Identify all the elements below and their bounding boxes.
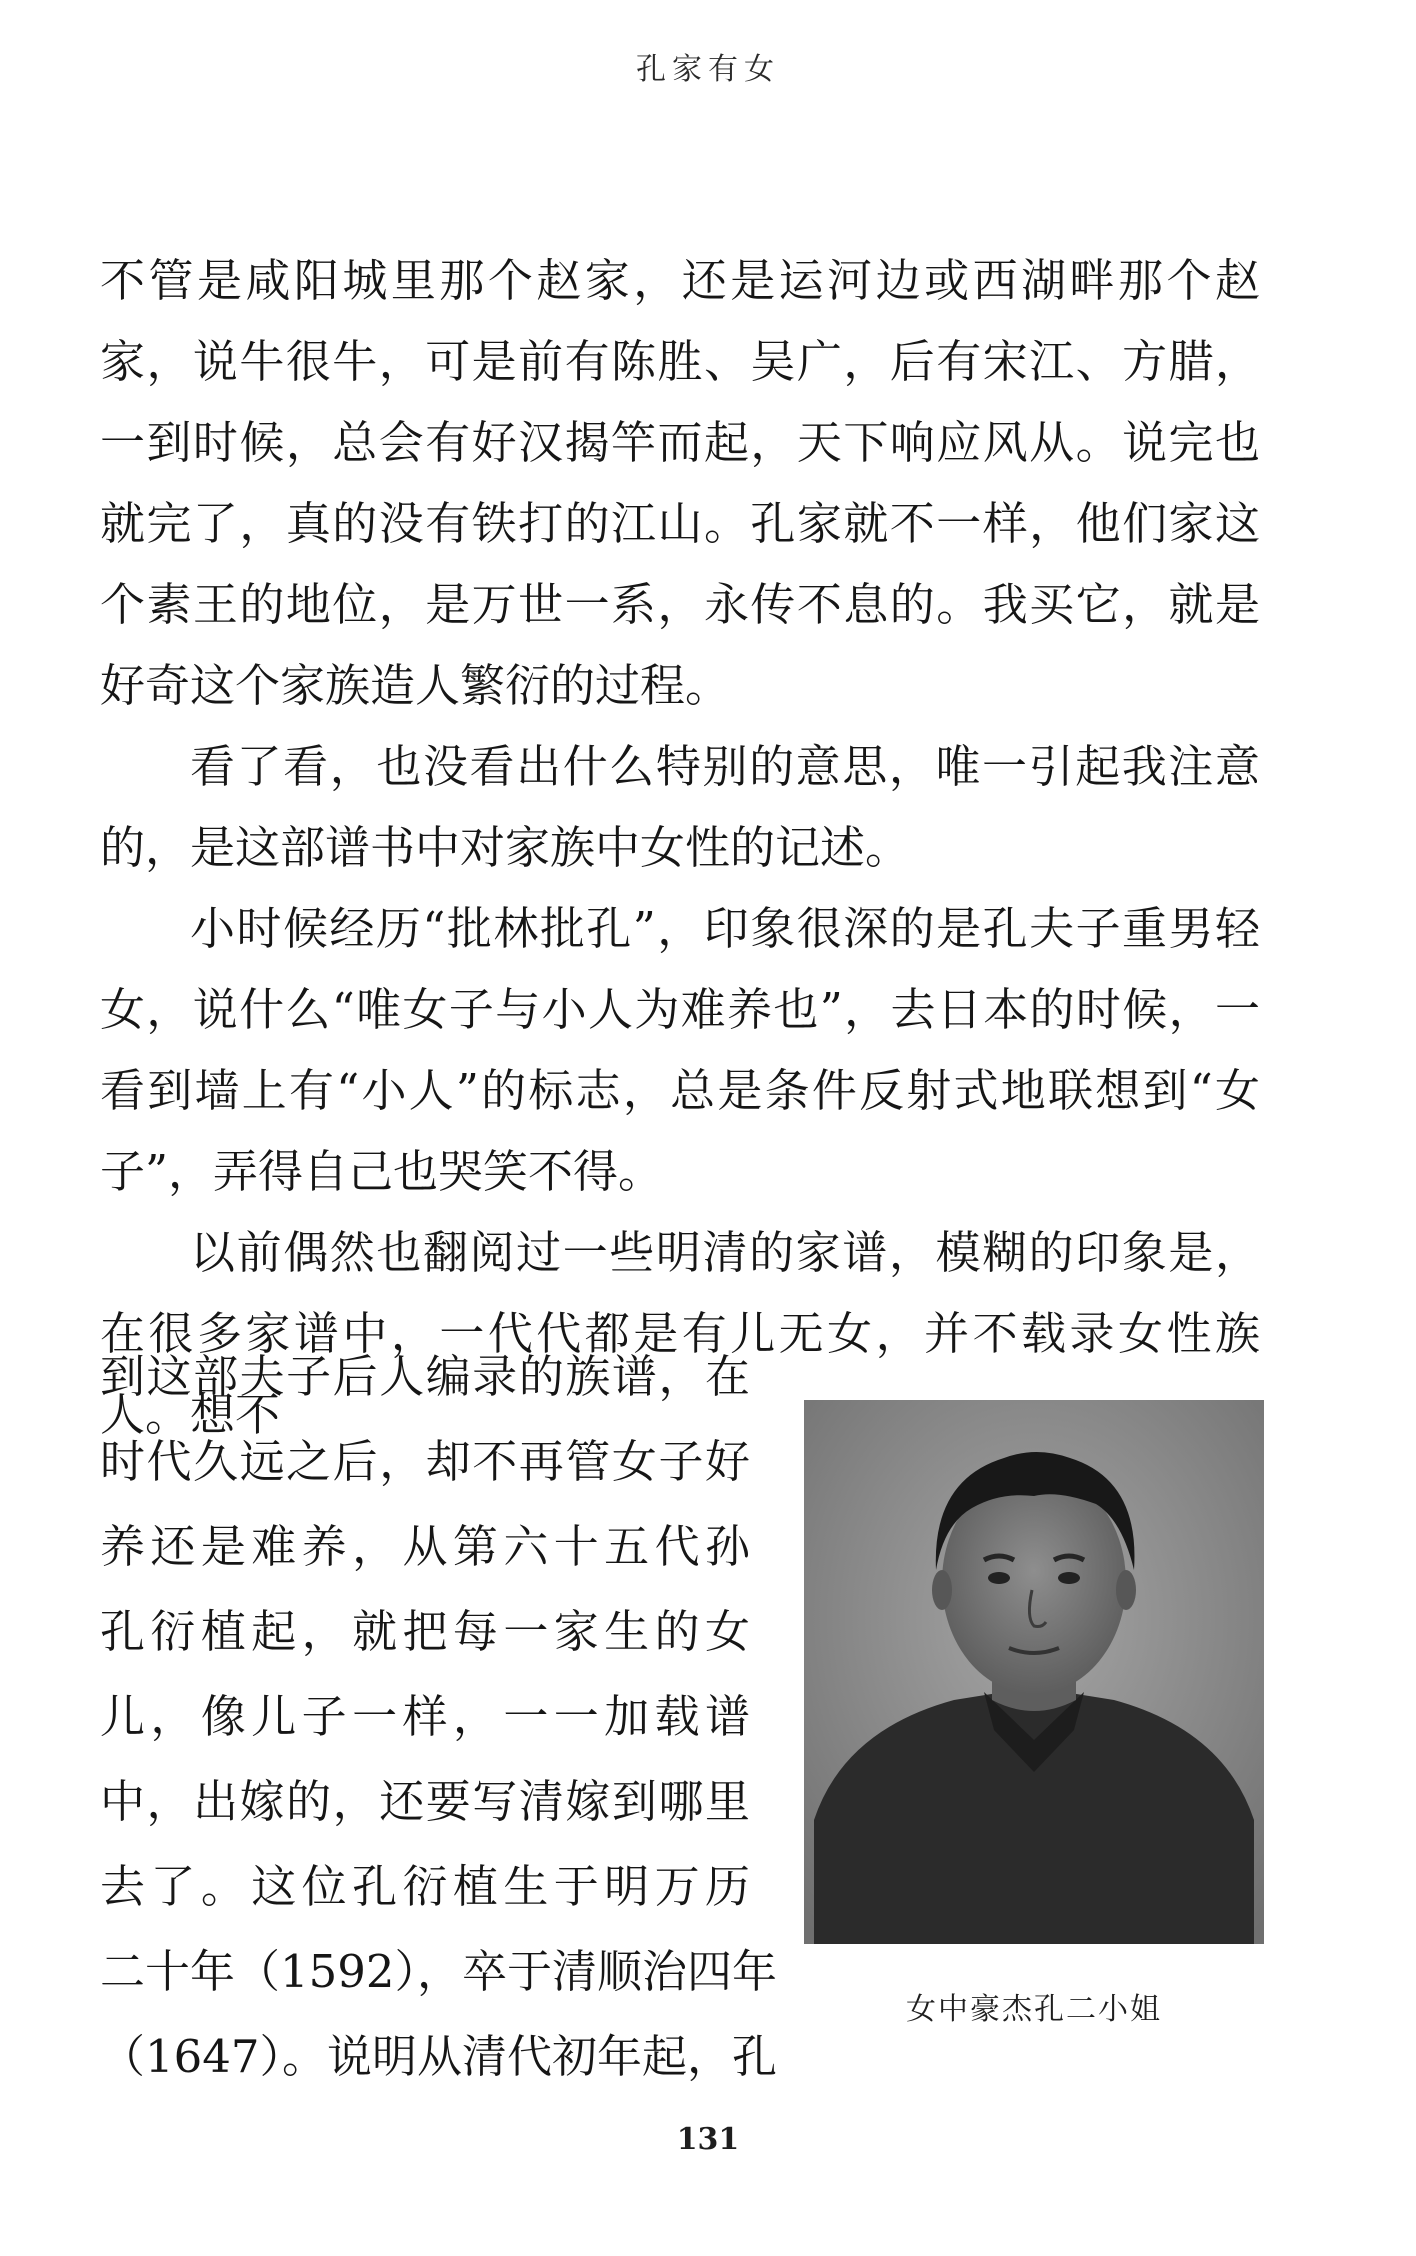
paragraph: 看了看，也没看出什么特别的意思，唯一引起我注意的，是这部谱书中对家族中女性的记述。 bbox=[100, 740, 1260, 874]
text-line: 时代久远之后，却不再管女子好 bbox=[100, 1435, 750, 1488]
text-line: 去了。这位孔衍植生于明万历 bbox=[100, 1860, 750, 1913]
text-line: 中，出嫁的，还要写清嫁到哪里 bbox=[100, 1775, 750, 1828]
text-line: 到这部夫子后人编录的族谱，在 bbox=[100, 1350, 750, 1403]
running-head: 孔家有女 bbox=[636, 52, 780, 87]
portrait-image bbox=[804, 1400, 1264, 1944]
paragraph: 不管是咸阳城里那个赵家，还是运河边或西湖畔那个赵家，说牛很牛，可是前有陈胜、吴广，后有宋江、方腊，一到时候，总会有好汉揭竿而起，天下响应风从。说完也就完了，真的没有铁打的江山。孔家就不一样，他们家这个素王的地位，是万世一系，永传不息的。我买它，就是好奇这个家族造人繁衍的过程。 bbox=[100, 254, 1260, 712]
body-text bbox=[100, 240, 1260, 1455]
page-number: 131 bbox=[676, 2122, 740, 2157]
figure-caption: 女中豪杰孔二小姐 bbox=[906, 1992, 1162, 2027]
portrait-figure bbox=[804, 1400, 1264, 2028]
paragraph: 以前偶然也翻阅过一些明清的家谱，模糊的印象是，在很多家谱中，一代代都是有儿无女，并不载录女性族人。想不 bbox=[100, 1226, 1260, 1441]
text-line: 孔衍植起，就把每一家生的女 bbox=[100, 1605, 750, 1658]
text-line: 儿，像儿子一样，一一加载谱 bbox=[100, 1690, 750, 1743]
text-line: 养还是难养，从第六十五代孙 bbox=[100, 1520, 750, 1573]
wrapped-text-column bbox=[100, 1334, 778, 2099]
text-line: 二十年（1592），卒于清顺治四年 bbox=[100, 1945, 778, 1998]
portrait-photo bbox=[804, 1400, 1264, 1944]
paragraph: 小时候经历“批林批孔”，印象很深的是孔夫子重男轻女，说什么“唯女子与小人为难养也”，去日本的时候，一看到墙上有“小人”的标志，总是条件反射式地联想到“女子”，弄得自己也哭笑不得。 bbox=[100, 902, 1260, 1198]
text-line: （1647）。说明从清代初年起，孔 bbox=[100, 2030, 778, 2083]
